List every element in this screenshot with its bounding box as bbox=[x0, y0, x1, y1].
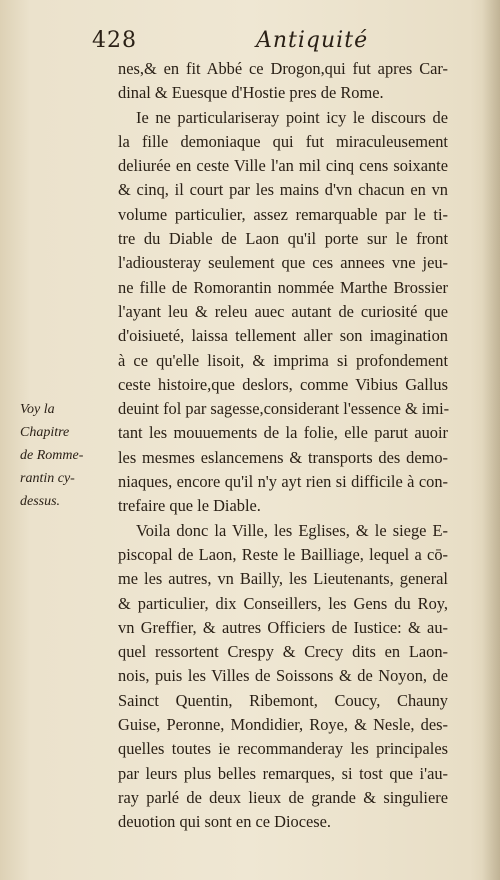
text-line: l'adiousteray seulement que ces annees vne jeu- bbox=[118, 253, 448, 273]
text-line: deuotion qui sont en ce Diocese. bbox=[118, 812, 332, 832]
text-line: volume particulier, assez remarquable par le ti- bbox=[118, 204, 448, 224]
text-line: par leurs plus belles remarques, si tost que i'au- bbox=[118, 763, 448, 783]
margin-note-line: de Romme- bbox=[20, 448, 84, 463]
text-line: piscopal de Laon, Reste le Bailliage, lequel a cō- bbox=[118, 544, 448, 564]
margin-note-line: Voy la bbox=[20, 402, 55, 417]
text-line: à ce qu'elle lisoit, & imprima si profondement bbox=[118, 350, 448, 370]
text-line: trefaire que le Diable. bbox=[118, 496, 261, 516]
text-line: deuint fol par sagesse,considerant l'essence & imi- bbox=[118, 399, 450, 419]
running-head: Antiquité bbox=[256, 28, 369, 53]
text-line: Sainct Quentin, Ribemont, Coucy, Chauny bbox=[118, 690, 448, 710]
text-line: la fille demoniaque qui fut miraculeusement bbox=[118, 131, 448, 151]
text-line: ray parlé de deux lieux de grande & singuliere bbox=[118, 787, 448, 807]
text-line: Ie ne particulariseray point icy le discours de bbox=[136, 107, 448, 127]
body-text bbox=[118, 57, 448, 835]
text-line: ne fille de Romorantin nommée Marthe Brossier bbox=[118, 277, 448, 297]
margin-note-line: dessus. bbox=[20, 494, 61, 509]
margin-note-line: rantin cy- bbox=[20, 471, 75, 486]
page-edge-shadow bbox=[482, 0, 500, 880]
text-line: ceste histoire,que deslors, comme Vibius Gallus bbox=[118, 374, 448, 394]
text-line: dinal & Euesque d'Hostie pres de Rome. bbox=[118, 83, 384, 103]
text-line: me les autres, vn Bailly, les Lieutenants, general bbox=[118, 569, 448, 589]
margin-note-line: Chapitre bbox=[20, 425, 70, 440]
text-line: & cinq, il court par les mains d'vn chacun en vn bbox=[118, 180, 448, 200]
text-line: tre du Diable de Laon qu'il porte sur le front bbox=[118, 229, 448, 249]
text-line: quel ressortent Crespy & Crecy dits en Laon- bbox=[118, 642, 448, 662]
text-line: nes,& en fit Abbé ce Drogon,qui fut apres Car- bbox=[118, 59, 448, 78]
text-line: vn Greffier, & autres Officiers de Iustice: & au- bbox=[118, 617, 448, 637]
text-line: & particulier, dix Conseillers, les Gens du Roy, bbox=[118, 593, 448, 613]
text-line: deliurée en ceste Ville l'an mil cinq cens soixante bbox=[118, 156, 448, 176]
text-line: niaques, encore qu'il n'y ayt rien si difficile à con- bbox=[118, 472, 448, 492]
page-number: 428 bbox=[92, 28, 137, 53]
text-line: les mesmes eslancemens & transports des demo- bbox=[118, 447, 448, 467]
text-line: nois, puis les Villes de Soissons & de Noyon, de bbox=[118, 666, 448, 686]
text-line: quelles toutes ie recommanderay les principales bbox=[118, 739, 448, 759]
margin-note bbox=[20, 398, 115, 513]
text-line: d'oisiueté, laissa tellement aller son imagination bbox=[118, 326, 448, 346]
text-line: tant les mouuements de la folie, elle parut auoir bbox=[118, 423, 448, 443]
text-line: Guise, Peronne, Mondidier, Roye, & Nesle, des- bbox=[118, 715, 448, 735]
text-line: Voila donc la Ville, les Eglises, & le siege E- bbox=[136, 520, 448, 540]
text-line: l'ayant leu & releu auec autant de curiosité que bbox=[118, 301, 448, 321]
